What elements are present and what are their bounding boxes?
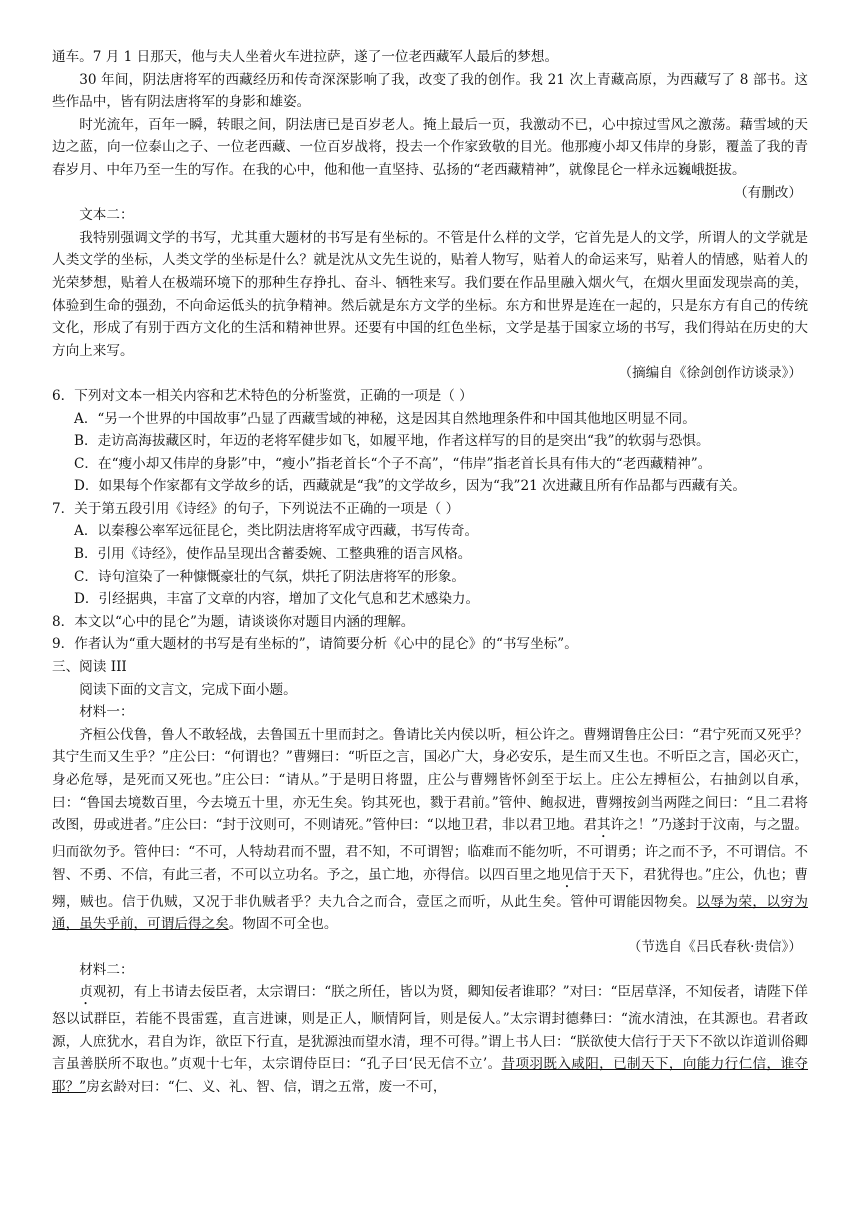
question-6-option-a: A．“另一个世界的中国故事”凸显了西藏雪域的神秘，这是因其自然地理条件和中国其他地区明显不同。: [74, 410, 696, 427]
underlined-sentence: 昔项羽既入咸阳，已制天下，向能力行仁信，谁夺耶？”: [52, 1056, 808, 1095]
question-6-option-d: D．如果每个作家都有文学故乡的话，西藏就是“我”的文学故乡，因为“我”21 次进藏且所有作品都与西藏有关。: [74, 478, 747, 495]
section-3-heading: 三、阅读 III: [52, 659, 127, 676]
exam-page: [52, 46, 808, 1099]
text1-paragraph: 30 年间，阴法唐将军的西藏经历和传奇深深影响了我，改变了我的创作。我 21 次上青藏高原，为西藏写了 8 部书。这些作品中，皆有阴法唐将军的身影和雄姿。: [52, 71, 808, 111]
material-1-label: 材料一：: [79, 704, 134, 721]
question-7-option-d: D．引经据典，丰富了文章的内容，增加了文化气息和艺术感染力。: [74, 591, 480, 608]
emphasized-char: 见: [560, 866, 575, 883]
question-7-option-b: B．引用《诗经》，使作品呈现出含蓄委婉、工整典雅的语言风格。: [74, 546, 472, 563]
text2-label: 文本二：: [79, 207, 134, 224]
text1-paragraph: 时光流年，百年一瞬，转眼之间，阴法唐已是百岁老人。掩上最后一页，我激动不已，心中掠过雪风之激荡。藉雪域的天边之蓝，向一位泰山之子、一位老西藏、一位百岁战将，投去一个作家致敬的目光。他那瘦小却又伟岸的身影，覆盖了我的青春岁月、中年乃至一生的写作。在我的心中，他和他一直坚持、弘扬的“老西藏精神”，就像昆仑一样永远巍峨挺拔。: [52, 116, 808, 178]
emphasized-char: 贞: [79, 984, 93, 1001]
question-6-option-b: B．走访高海拔藏区时，年迈的老将军健步如飞，如履平地，作者这样写的目的是突出“我”的软弱与恐惧。: [74, 433, 710, 450]
material-1-text: 许之！”乃遂封于汶南，与之盟。归而欲勿予。管仲曰：“不可，人特劫君而不盟，君不知，不可谓智；临难而不能勿听，不可谓勇；许之而不予，不可谓信。不智、不勇、不信，有此三者，不可以立功名。予之，虽亡地，亦得信。以四百里之地: [52, 817, 808, 883]
material-2-body: [52, 981, 808, 1098]
material-2-label: 材料二：: [79, 961, 134, 978]
question-6-option-c: C．在“瘦小却又伟岸的身影”中，“瘦小”指老首长“个子不高”，“伟岸”指老首长具有伟大的“老西藏精神”。: [74, 455, 712, 472]
text2-body: 我特别强调文学的书写，尤其重大题材的书写是有坐标的。不管是什么样的文学，它首先是人的文学，所谓人的文学就是人类文学的坐标，人类文学的坐标是什么？就是沈从文先生说的，贴着人物写，贴着人的命运来写，贴着人的情感，贴着人的光荣梦想，贴着人在极端环境下的那种生存挣扎、奋斗、牺牲来写。我们要在作品里融入烟火气，在烟火里面发现崇高的美，体验到生命的强劲，不向命运低头的抗争精神。然后就是东方文学的坐标。东方和世界是连在一起的，只是东方有自己的传统文化，形成了有别于西方文化的生活和精神世界。还要有中国的红色坐标，文学是基于国家立场的书写，我们得站在历史的大方向上来写。: [52, 229, 808, 359]
section-3-instruction: 阅读下面的文言文，完成下面小题。: [79, 681, 297, 698]
text1-paragraph: 通车。7 月 1 日那天，他与夫人坐着火车进拉萨，遂了一位老西藏军人最后的梦想。: [52, 49, 559, 65]
material-1-text: 齐桓公伐鲁，鲁人不敢轻战，去鲁国五十里而封之。鲁请比关内侯以听，桓公许之。曹翙谓鲁庄公曰：“君宁死而又死乎？其宁生而又生乎？”庄公曰：“何谓也？”曹翙曰：“听臣之言，国必广大，身必安乐，是生而又生也。不听臣之言，国必灭亡，身必危辱，是死而又死也。”庄公曰：“请从。”于是明日将盟，庄公与曹翙皆怀剑至于坛上。庄公左搏桓公，右抽剑以自承，曰：“鲁国去境数百里，今去境五十里，亦无生矣。钧其死也，戮于君前。”管仲、鲍叔进，曹翙按剑当两陛之间曰：“且二君将改图，毋或进者。”庄公曰：“封于汶则可，不则请死。”管仲曰：“以地卫君，非以君卫地。君: [52, 726, 808, 834]
question-8: 8．本文以“心中的昆仑”为题，请谈谈你对题目内涵的理解。: [52, 613, 415, 630]
underlined-sentence: 以辱为荣，以穷为通，虽失乎前，可谓后得之矣: [52, 893, 809, 933]
material-1-body: [52, 724, 808, 936]
question-9: 9．作者认为“重大题材的书写是有坐标的”，请简要分析《心中的昆仑》的“书写坐标”。: [52, 636, 578, 653]
material-1-source: （节选自《吕氏春秋·贵信》）: [627, 938, 802, 955]
question-6-stem: 6．下列对文本一相关内容和艺术特色的分析鉴赏，正确的一项是（ ）: [52, 387, 473, 404]
question-7-option-c: C．诗句渲染了一种慷慨豪壮的气氛，烘托了阴法唐将军的形象。: [74, 568, 466, 585]
material-2-text: 观初，有上书请去佞臣者，太宗谓曰：“朕之所任，皆以为贤，卿知佞者谁耶？”对曰：“臣居草泽，不知佞者，请陛下佯怒以试群臣，若能不畏雷霆，直言进谏，则是正人，顺情阿旨，则是佞人。”太宗谓封德彝曰：“流水清浊，在其源也。君者政源，人庶犹水，君自为诈，欲臣下行直，是犹源浊而望水清，理不可得。”谓上书人曰：“朕欲使大信行于天下不欲以诈道训俗卿言虽善朕所不取也。”贞观十七年，太宗谓侍臣曰：“孔子曰‘民无信不立’。: [52, 984, 808, 1073]
material-1-text: 信于天下，君犹得也。”庄公，仇也；曹翙，贼也。信于仇贼，又况于非仇贼者乎？夫九合之而合，壹匡之而听，从此生矣。管仲可谓能因物矣。: [52, 866, 809, 910]
emphasized-char: 其: [596, 817, 611, 834]
text1-source: （有删改）: [734, 184, 802, 201]
material-1-text: 。物固不可全也。: [228, 916, 338, 933]
question-7-stem: 7．关于第五段引用《诗经》的句子，下列说法不正确的一项是（ ）: [52, 500, 460, 517]
text2-source: （摘编自《徐剑创作访谈录》）: [618, 365, 802, 382]
material-2-text: 房玄龄对曰：“仁、义、礼、智、信，谓之五常，废一不可，: [86, 1078, 447, 1095]
question-7-option-a: A．以秦穆公率军远征昆仑，类比阴法唐将军成守西藏，书写传奇。: [74, 523, 479, 540]
